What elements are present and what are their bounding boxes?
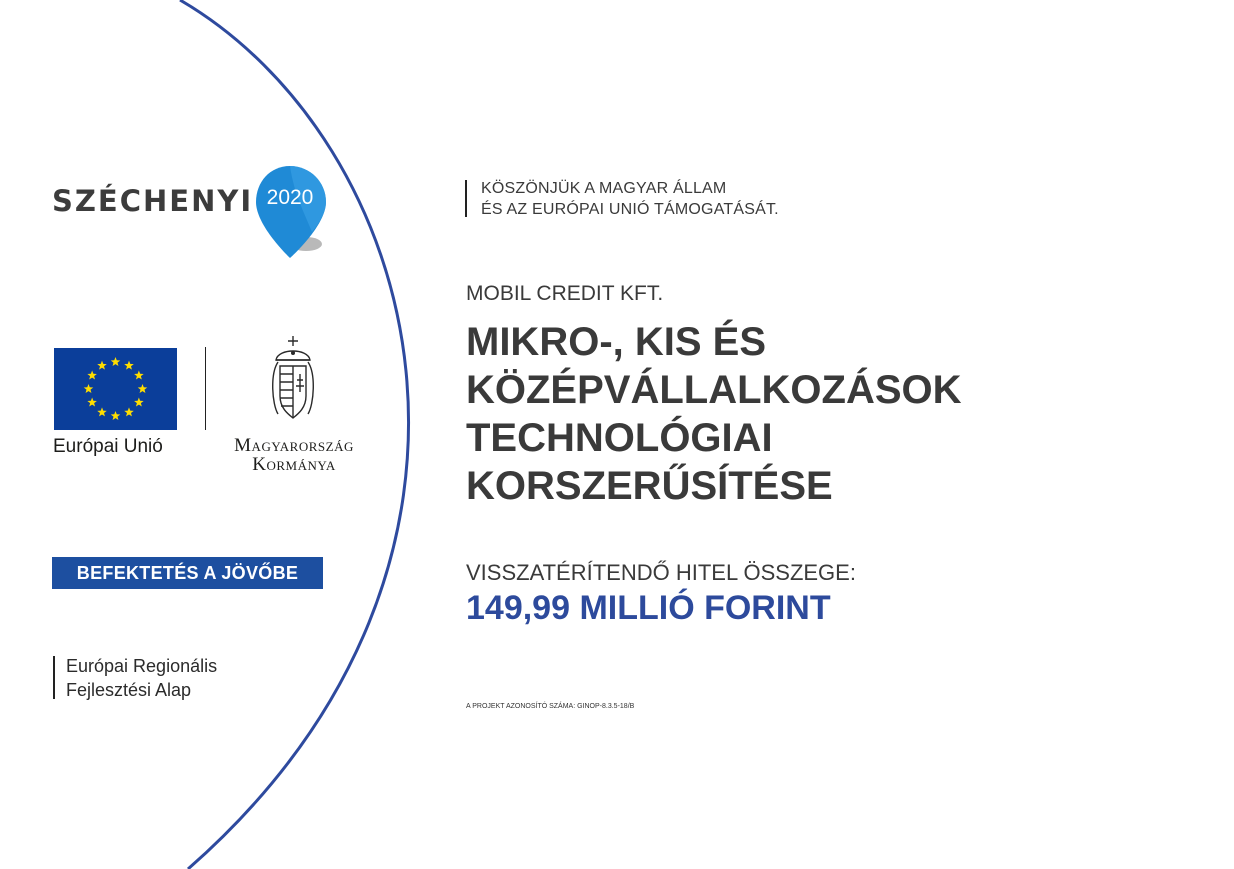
- loan-value: 149,99 MILLIÓ FORINT: [466, 589, 831, 627]
- company-name: MOBIL CREDIT KFT.: [466, 282, 664, 305]
- project-id: A PROJEKT AZONOSÍTÓ SZÁMA: GINOP-8.3.5-18/B: [466, 703, 635, 710]
- government-label-line1: Magyarország: [234, 435, 354, 456]
- eu-label: Európai Unió: [53, 436, 163, 457]
- logo-divider: [205, 347, 206, 430]
- project-title-line4: KORSZERŰSÍTÉSE: [466, 464, 833, 508]
- thanks-line2: ÉS AZ EURÓPAI UNIÓ TÁMOGATÁSÁT.: [481, 201, 779, 218]
- szechenyi-year: 2020: [266, 186, 314, 209]
- project-title-line3: TECHNOLÓGIAI: [466, 416, 773, 460]
- loan-label: VISSZATÉRÍTENDŐ HITEL ÖSSZEGE:: [466, 560, 856, 585]
- szechenyi-wordmark: SZÉCHENYI: [52, 184, 254, 218]
- investment-badge: BEFEKTETÉS A JÖVŐBE: [52, 557, 323, 589]
- thanks-text: [481, 178, 779, 220]
- location-pin-icon: [254, 164, 332, 264]
- project-title-line1: MIKRO-, KIS ÉS: [466, 320, 767, 364]
- szechenyi-2020-logo: [52, 164, 332, 264]
- fund-bar: [53, 656, 55, 699]
- fund-label: [66, 654, 217, 702]
- project-title: [466, 318, 1026, 510]
- fund-label-line2: Fejlesztési Alap: [66, 680, 192, 700]
- coat-of-arms-icon: [268, 334, 318, 426]
- thanks-line1: KÖSZÖNJÜK A MAGYAR ÁLLAM: [481, 180, 727, 197]
- eu-flag-icon: [54, 348, 177, 430]
- government-label-line2: Kormánya: [252, 454, 336, 475]
- project-title-line2: KÖZÉPVÁLLALKOZÁSOK: [466, 368, 962, 412]
- government-label: [214, 436, 374, 474]
- fund-label-line1: Európai Regionális: [66, 656, 218, 676]
- thanks-bar: [465, 180, 467, 217]
